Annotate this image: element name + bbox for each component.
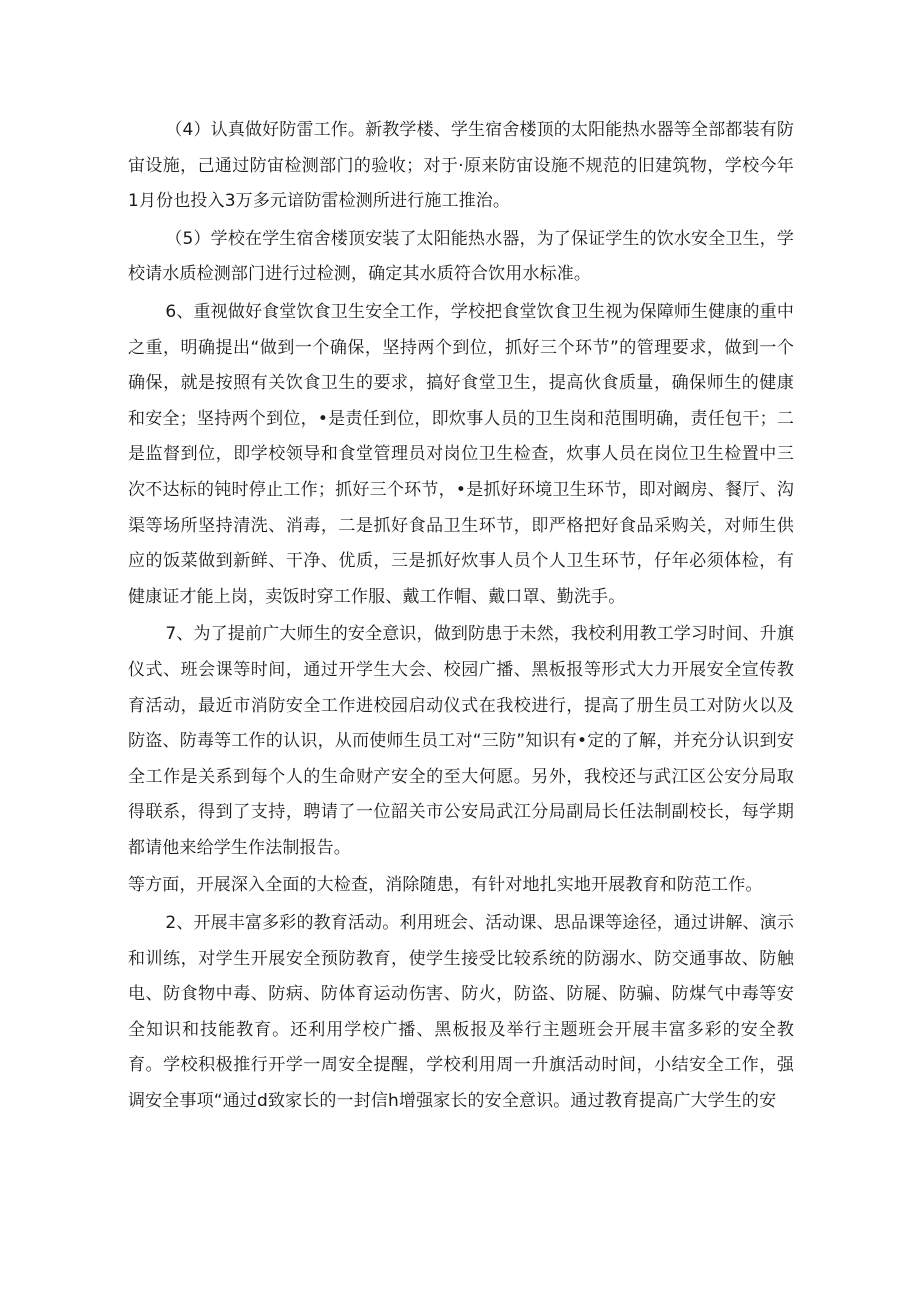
- paragraph-canteen-hygiene: 6、重视做好食堂饮食卫生安全工作，学校把食堂饮食卫生视为保障师生健康的重中之重，明确提出“做到一个确保，坚持两个到位，抓好三个环节”的管理要求，做到一个确保，就是按照有关饮食卫生的要求，搞好食堂卫生，提高伙食质量，确保师生的健康和安全；坚持两个到位，•是责任到位，即炊事人员的卫生岗和范围明确，责任包干；二是监督到位，即学校领导和食堂管理员对岗位卫生检查，炊事人员在岗位卫生检置中三次不达标的钝时停止工作；抓好三个环节，•是抓好环境卫生环节，即对阚房、餐厅、沟渠等场所坚持清洗、消毒，二是抓好食品卫生环节，即严格把好食品采购关，对师生供应的饭菜做到新鲜、干净、优质，三是抓好炊事人员个人卫生环节，仔年必须体检，有健康证才能上岗，卖饭时穿工作服、戴工作帽、戴口罩、勤洗手。: [128, 301, 794, 607]
- document-body: [128, 113, 794, 1122]
- paragraph-safety-awareness: 7、为了提前广大师生的安全意识，做到防患于未然，我校利用教工学习时间、升旗仪式、班会课等时间，通过开学生大会、校园广播、黑板报等形式大力开展安全宣传教育活动，最近市消防安全工作进校园启动仪式在我校进行，提高了册生员工对防火以及防盗、防毒等工作的认识，从而使师生员工对“三防”知识有•定的了解，并充分认识到安全工作是关系到每个人的生命财产安全的至大何愿。另外，我校还与武江区公安分局取得联系，得到了支持，聘请了一位韶关市公安局武江分局副局长任法制副校长，每学期都请他来给学生作法制报告。: [128, 624, 794, 858]
- paragraph-water-heater: （5）学校在学生宿舍楼顶安装了太阳能热水器，为了保证学生的饮水安全卫生，学校请水质检测部门进行过检测，确定其水质符合饮用水标准。: [128, 228, 794, 285]
- paragraph-inspection: 等方面，开展深入全面的大检查，消除随患，有针对地扎实地开展教育和防范工作。: [128, 875, 763, 896]
- paragraph-education-activities: 2、开展丰富多彩的教育活动。利用班会、活动课、思品课等途径，通过讲解、演示和训练，对学生开展安全预防教育，使学生接受比较系统的防溺水、防交通事故、防触电、防食物中毒、防病、防体育运动伤害、防火，防盗、防屣、防骗、防煤气中毒等安全知识和技能教育。还利用学校广播、黑板报及举行主题班会开展丰富多彩的安全教育。学校积极推行开学一周安全提醒，学校利用周一升旗活动时间，小结安全工作，强调安全事项“通过d致家长的一封信h增强家长的安全意识。通过教育提高广大学生的安: [128, 913, 794, 1112]
- paragraph-lightning-protection: （4）认真做好防雷工作。新教学楼、学生宿舍楼顶的太阳能热水器等全部都装有防宙设施，己通过防宙检测部门的验收；对于·原来防宙设施不规范的旧建筑物，学校今年1月份也投入3万多元谙防雷检测所进行施工推治。: [128, 120, 794, 212]
